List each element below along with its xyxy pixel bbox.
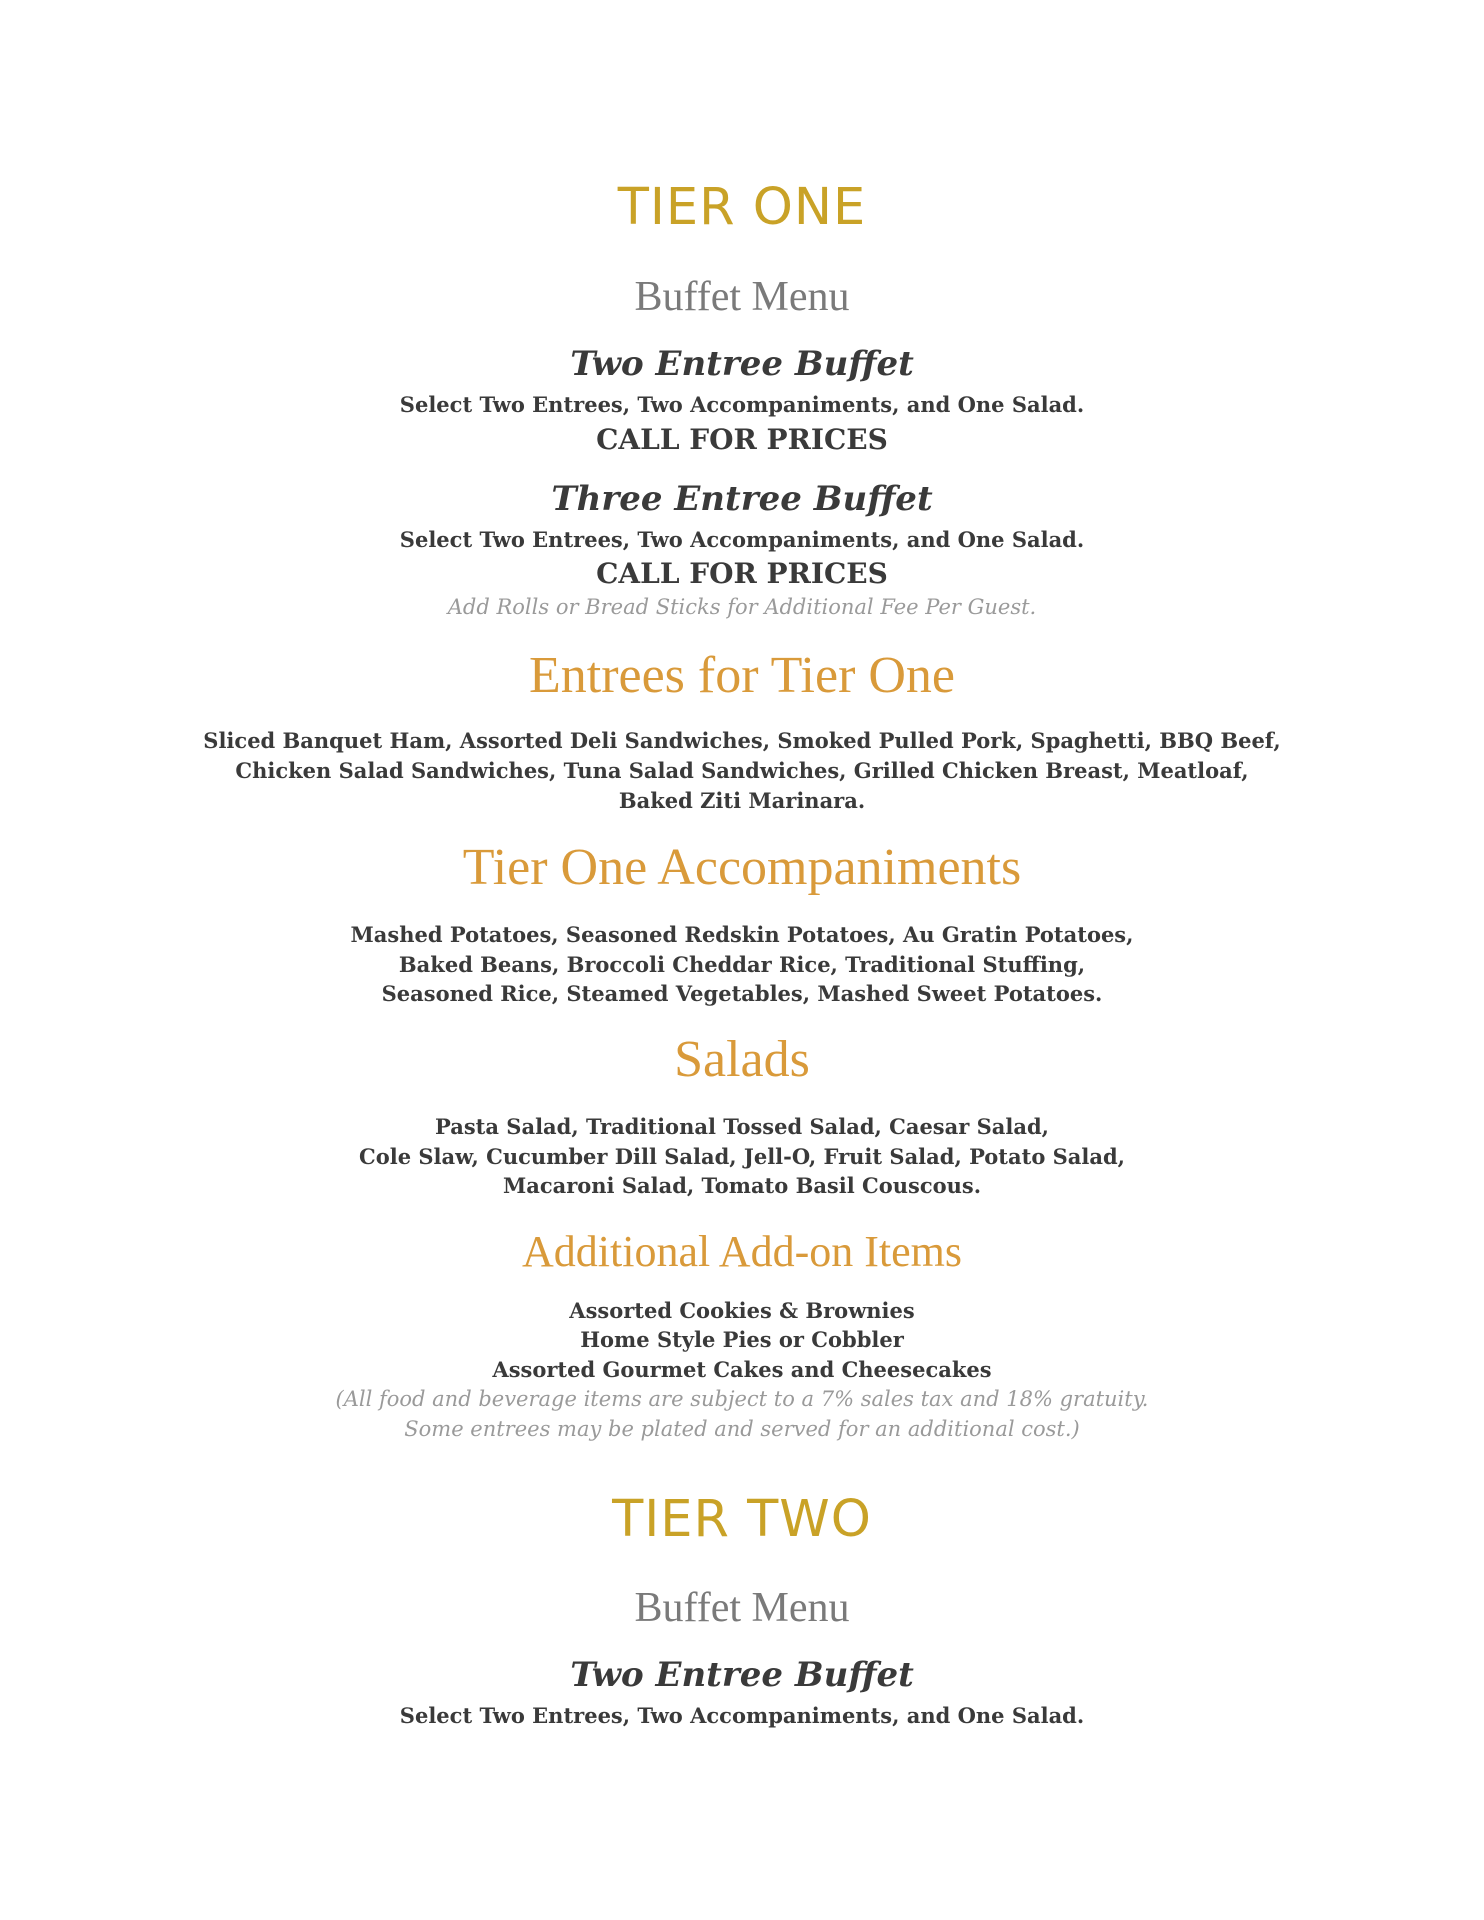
accompaniments-line: Mashed Potatoes, Seasoned Redskin Potatoes, Au Gratin Potatoes, — [350, 922, 1134, 947]
accompaniments-heading: Tier One Accompaniments — [462, 839, 1022, 896]
add-on-item: Assorted Gourmet Cakes and Cheesecakes — [492, 1357, 992, 1382]
buffet-instruction: Select Two Entrees, Two Accompaniments, and One Salad. — [399, 1703, 1085, 1728]
tier-one-subtitle: Buffet Menu — [634, 274, 850, 320]
entrees-line: Baked Ziti Marinara. — [618, 788, 866, 813]
entrees-heading: Entrees for Tier One — [528, 647, 956, 704]
call-for-prices: CALL FOR PRICES — [596, 557, 888, 590]
salads-line: Macaroni Salad, Tomato Basil Couscous. — [502, 1173, 982, 1198]
buffet-instruction: Select Two Entrees, Two Accompaniments, and One Salad. — [399, 392, 1085, 417]
buffet-instruction: Select Two Entrees, Two Accompaniments, and One Salad. — [399, 527, 1085, 552]
tier-one-title: TIER ONE — [617, 178, 867, 237]
tier-two-subtitle: Buffet Menu — [634, 1585, 850, 1631]
tax-disclaimer: (All food and beverage items are subject to a 7% sales tax and 18% gratuity. — [335, 1387, 1149, 1411]
tier-two-title: TIER TWO — [612, 1490, 872, 1549]
call-for-prices: CALL FOR PRICES — [596, 423, 888, 456]
bread-note: Add Rolls or Bread Sticks for Additional Fee Per Guest. — [447, 595, 1037, 619]
buffet-name: Two Entree Buffet — [570, 344, 914, 384]
add-on-item: Assorted Cookies & Brownies — [569, 1298, 915, 1323]
entrees-line: Sliced Banquet Ham, Assorted Deli Sandwiches, Smoked Pulled Pork, Spaghetti, BBQ Beef, — [203, 728, 1281, 753]
accompaniments-line: Seasoned Rice, Steamed Vegetables, Mashed Sweet Potatoes. — [381, 981, 1103, 1006]
buffet-name: Three Entree Buffet — [551, 479, 933, 519]
add-on-item: Home Style Pies or Cobbler — [580, 1327, 904, 1352]
entrees-line: Chicken Salad Sandwiches, Tuna Salad Sandwiches, Grilled Chicken Breast, Meatloaf, — [235, 758, 1249, 783]
salads-heading: Salads — [674, 1031, 810, 1088]
salads-line: Cole Slaw, Cucumber Dill Salad, Jell-O, Fruit Salad, Potato Salad, — [359, 1144, 1125, 1169]
salads-line: Pasta Salad, Traditional Tossed Salad, Caesar Salad, — [435, 1114, 1049, 1139]
tax-disclaimer: Some entrees may be plated and served for an additional cost.) — [404, 1417, 1080, 1441]
accompaniments-line: Baked Beans, Broccoli Cheddar Rice, Traditional Stuffing, — [398, 952, 1086, 977]
buffet-name: Two Entree Buffet — [570, 1655, 914, 1695]
add-ons-heading: Additional Add-on Items — [522, 1227, 962, 1276]
